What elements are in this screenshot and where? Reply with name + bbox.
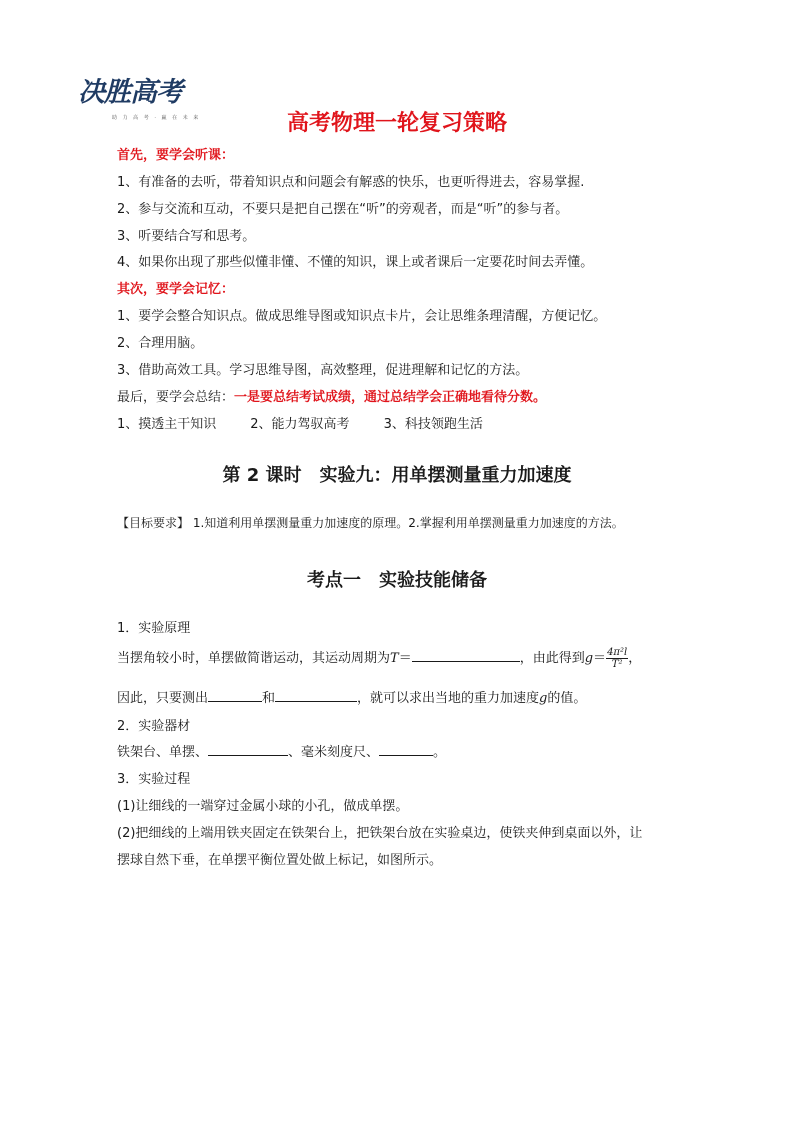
principle-line-1	[117, 647, 641, 670]
first-item-2: 2、参与交流和互动，不要只是把自己摆在“听”的旁观者，而是“听”的参与者。	[117, 202, 569, 217]
first-item-3: 3、听要结合写和思考。	[117, 229, 256, 244]
first-item-1: 1、有准备的去听，带着知识点和问题会有解惑的快乐，也更听得进去，容易掌握.	[117, 175, 585, 190]
blank-equipment-1[interactable]	[208, 742, 288, 756]
principle-comma: ，	[628, 651, 642, 666]
first-item-4: 4、如果你出现了那些似懂非懂、不懂的知识，课上或者课后一定要花时间去弄懂。	[117, 255, 594, 270]
bottom-item-1: 1、摸透主干知识	[117, 417, 217, 432]
procedure-step-2a: (2)把细线的上端用铁夹固定在铁架台上，把铁架台放在实验桌边，使铁夹伸到桌面以外，让	[117, 826, 643, 841]
equipment-heading: 2．实验器材	[117, 719, 191, 734]
blank-measure-2[interactable]	[275, 688, 357, 702]
equipment-text-a: 铁架台、单摆、	[117, 745, 209, 760]
fraction-numerator: 4π²l	[607, 647, 628, 658]
symbol-g: g	[584, 651, 594, 666]
bottom-item-2: 2、能力驾驭高考	[250, 417, 350, 432]
logo-tagline: 助 力 高 考 · 赢 在 未 来	[112, 115, 201, 121]
principle-text-d: ，就可以求出当地的重力加速度	[357, 691, 540, 706]
procedure-step-1: (1)让细线的一端穿过金属小球的小孔，做成单摆。	[117, 799, 409, 814]
first-heading: 首先，要学会听课：	[117, 148, 235, 163]
equipment-end: 。	[433, 745, 447, 760]
symbol-T: T	[390, 651, 399, 666]
blank-equipment-2[interactable]	[379, 742, 433, 756]
principle-text-c: 因此，只要测出	[117, 691, 209, 706]
blank-period-formula[interactable]	[412, 648, 520, 662]
second-item-1: 1、要学会整合知识点。做成思维导图或知识点卡片，会让思维条理清醒，方便记忆。	[117, 309, 607, 324]
equals-sign-2: ＝	[593, 651, 607, 666]
summary-prefix: 最后，要学会总结：	[117, 390, 235, 405]
second-item-2: 2、合理用脑。	[117, 336, 204, 351]
procedure-step-2b: 摆球自然下垂，在单摆平衡位置处做上标记，如图所示。	[117, 853, 443, 868]
bottom-item-3: 3、科技领跑生活	[383, 417, 483, 432]
lesson-goal: 【目标要求】 1.知道利用单摆测量重力加速度的原理。2.掌握利用单摆测量重力加速度的方法。	[117, 516, 624, 530]
principle-text-b: ，由此得到	[519, 651, 585, 666]
fraction-denominator: T²	[611, 659, 623, 670]
equipment-text-b: 、毫米刻度尺、	[288, 745, 380, 760]
second-item-3: 3、借助高效工具。学习思维导图，高效整理，促进理解和记忆的方法。	[117, 363, 529, 378]
procedure-heading: 3．实验过程	[117, 772, 191, 787]
page-title: 高考物理一轮复习策略	[286, 111, 507, 136]
principle-text-e: 的值。	[547, 691, 587, 706]
g-fraction	[606, 647, 628, 670]
bottom-items	[117, 413, 483, 432]
principle-line-2	[117, 687, 586, 706]
lesson-title: 第 2 课时 实验九：用单摆测量重力加速度	[222, 465, 572, 486]
symbol-g-2: g	[539, 691, 548, 706]
blank-measure-1[interactable]	[208, 688, 262, 702]
equipment-line	[117, 741, 446, 760]
equals-sign: ＝	[398, 651, 412, 666]
summary-emphasis: 一是要总结考试成绩，通过总结学会正确地看待分数。	[234, 390, 547, 405]
principle-text-a: 当摆角较小时，单摆做简谐运动，其运动周期为	[117, 651, 391, 666]
logo-text: 决胜高考	[78, 77, 182, 108]
section-title: 考点一 实验技能储备	[307, 570, 487, 591]
summary-line	[117, 386, 546, 405]
principle-heading: 1．实验原理	[117, 621, 191, 636]
principle-and: 和	[262, 691, 276, 706]
second-heading: 其次，要学会记忆：	[117, 282, 235, 297]
